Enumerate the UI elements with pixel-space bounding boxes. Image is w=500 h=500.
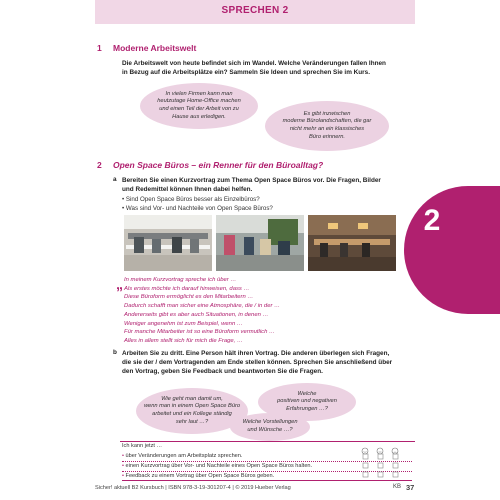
page-header-title: SPRECHEN 2 [221, 5, 289, 16]
checklist-face-row [359, 442, 409, 450]
phrase-item: Dadurch schafft man sicher eine Atmosphäre, die / in der … [124, 303, 280, 310]
checklist-item: • einen Kurzvortrag über Vor- und Nachteile eines Open Space Büros halten. [122, 462, 412, 472]
speech-bubble-homeoffice [140, 83, 258, 129]
bubble3-line1: Wie geht man damit um, [161, 395, 223, 402]
task-b-letter: b [113, 349, 117, 356]
phrase-item: Alles in allem stellt sich für mich die Frage, … [124, 337, 243, 344]
phrase-list [124, 276, 404, 346]
bullet-2-text: Was sind Vor- und Nachteile von Open Space Büros? [125, 204, 273, 212]
phrase-item: Weniger angenehm ist zum Beispiel, wenn … [124, 320, 243, 327]
checkbox[interactable] [378, 463, 383, 468]
bubble4-line2: positiven und negativen [277, 398, 337, 405]
checklist-heading: Ich kann jetzt … [122, 443, 163, 449]
checklist-item: • Feedback zu einem Vortrag über Open Space Büros geben. [122, 472, 412, 482]
checkbox[interactable] [363, 472, 368, 477]
phrase-item: Andererseits gibt es aber auch Situationen, in denen … [124, 311, 269, 318]
chapter-tab-number: 2 [423, 204, 441, 237]
phrase-item: Diese Büroform ermöglicht es den Mitarbeitern … [124, 294, 254, 301]
checkbox[interactable] [363, 454, 368, 459]
checkbox[interactable] [378, 454, 383, 459]
checkbox[interactable] [393, 472, 398, 477]
bubble2-line1: Es gibt inzwischen [303, 110, 351, 117]
speech-bubble-question-wishes [230, 413, 310, 441]
bullet-item-2: • Was sind Vor- und Nachteile von Open Space Büros? [122, 204, 273, 212]
footer-publisher: Sicher! aktuell B2 Kursbuch | ISBN 978-3-19-301207-4 | © 2019 Hueber Verlag [95, 485, 291, 491]
footer-page-number: 37 [406, 483, 415, 492]
bullet-item-1: • Sind Open Space Büros besser als Einzelbüros? [122, 196, 260, 203]
checklist-item-text: über Veränderungen am Arbeitsplatz sprechen. [125, 453, 243, 459]
speech-bubble-bueros [265, 101, 389, 151]
task-a-text [122, 176, 412, 194]
bubble1-line3: und einen Teil der Arbeit von zu [159, 106, 239, 112]
quote-mark-icon: „ [116, 276, 123, 292]
checkbox[interactable] [378, 472, 383, 477]
photo-open-office-2 [216, 215, 304, 271]
bubble4-line3: Erfahrungen …? [286, 405, 328, 412]
checkbox[interactable] [393, 454, 398, 459]
task-a-letter: a [113, 176, 117, 183]
photo-open-office-3 [308, 215, 396, 271]
bubble2-line3: nicht mehr an ein klassisches [289, 126, 365, 132]
section-1-intro [122, 59, 412, 77]
section-1-number: 1 [97, 43, 102, 53]
section-2-number: 2 [97, 160, 102, 170]
bullet-1-text: Sind Open Space Büros besser als Einzelbüros? [125, 196, 260, 203]
bubble3-line3: arbeitet und ein Kollege ständig [152, 411, 232, 417]
bubble2-line2: moderne Bürolandschaften, die gar [282, 118, 372, 125]
task-b-line3: den Vortrag, geben Sie Feedback und beantworten Sie die Fragen. [122, 368, 323, 375]
task-b-line2: die sie der / dem Vortragenden am Ende stellen können. Sprechen Sie anschließend über [122, 359, 393, 366]
section-2-title: Open Space Büros – ein Renner für den Büroalltag? [113, 160, 324, 170]
task-a-bullets [122, 196, 273, 213]
bubble1-line2: heutzutage Home-Office machen [157, 98, 241, 105]
checklist-item-text: einen Kurzvortrag über Vor- und Nachteile eines Open Space Büros halten. [125, 462, 313, 469]
section-1-intro-line1: Die Arbeitswelt von heute befindet sich im Wandel. Welche Veränderungen fallen Ihnen [122, 60, 386, 67]
bubble4-line1: Welche [297, 390, 317, 397]
bubble5-line1: Welche Vorstellungen [242, 419, 298, 426]
checkbox[interactable] [363, 463, 368, 468]
phrase-item: Als erstes möchte ich darauf hinweisen, dass … [124, 285, 250, 292]
bubble1-line4: Hause aus erledigen. [172, 113, 226, 120]
bubble5-line2: und Wünsche …? [247, 427, 293, 433]
phrase-item: In meinem Kurzvortrag spreche ich über … [124, 277, 237, 283]
task-a-line2: und Redemittel können Ihnen dabei helfen. [122, 186, 253, 193]
task-b-line1: Arbeiten Sie zu dritt. Eine Person hält ihren Vortrag. Die anderen überlegen sich Fragen, [122, 350, 390, 357]
task-b-text [122, 349, 417, 376]
bubble1-line1: In vielen Firmen kann man [165, 90, 233, 97]
checklist-item-text: Feedback zu einem Vortrag über Open Space Büros geben. [125, 472, 275, 479]
phrase-item: Für manche Mitarbeiter ist so eine Büroform vermutlich … [124, 329, 275, 336]
bubble3-line2: wenn man in einem Open Space Büro [143, 403, 241, 410]
task-a-line1: Bereiten Sie einen Kurzvortrag zum Thema Open Space Büros vor. Die Fragen, Bilder [122, 177, 381, 184]
photo-open-office-1 [124, 215, 212, 271]
bubble3-line4: sehr laut …? [175, 418, 209, 425]
section-1-intro-line2: in Bezug auf die Arbeitsplätze ein? Sammeln Sie Ideen und sprechen Sie im Kurs. [122, 69, 370, 76]
checklist-item: • über Veränderungen am Arbeitsplatz sprechen. [122, 452, 412, 462]
checkbox[interactable] [393, 463, 398, 468]
footer-kb: KB [393, 484, 402, 490]
checklist-checkboxes [362, 453, 408, 480]
bubble2-line4: Büro erinnern. [308, 133, 346, 140]
section-1-title: Moderne Arbeitswelt [113, 43, 197, 53]
